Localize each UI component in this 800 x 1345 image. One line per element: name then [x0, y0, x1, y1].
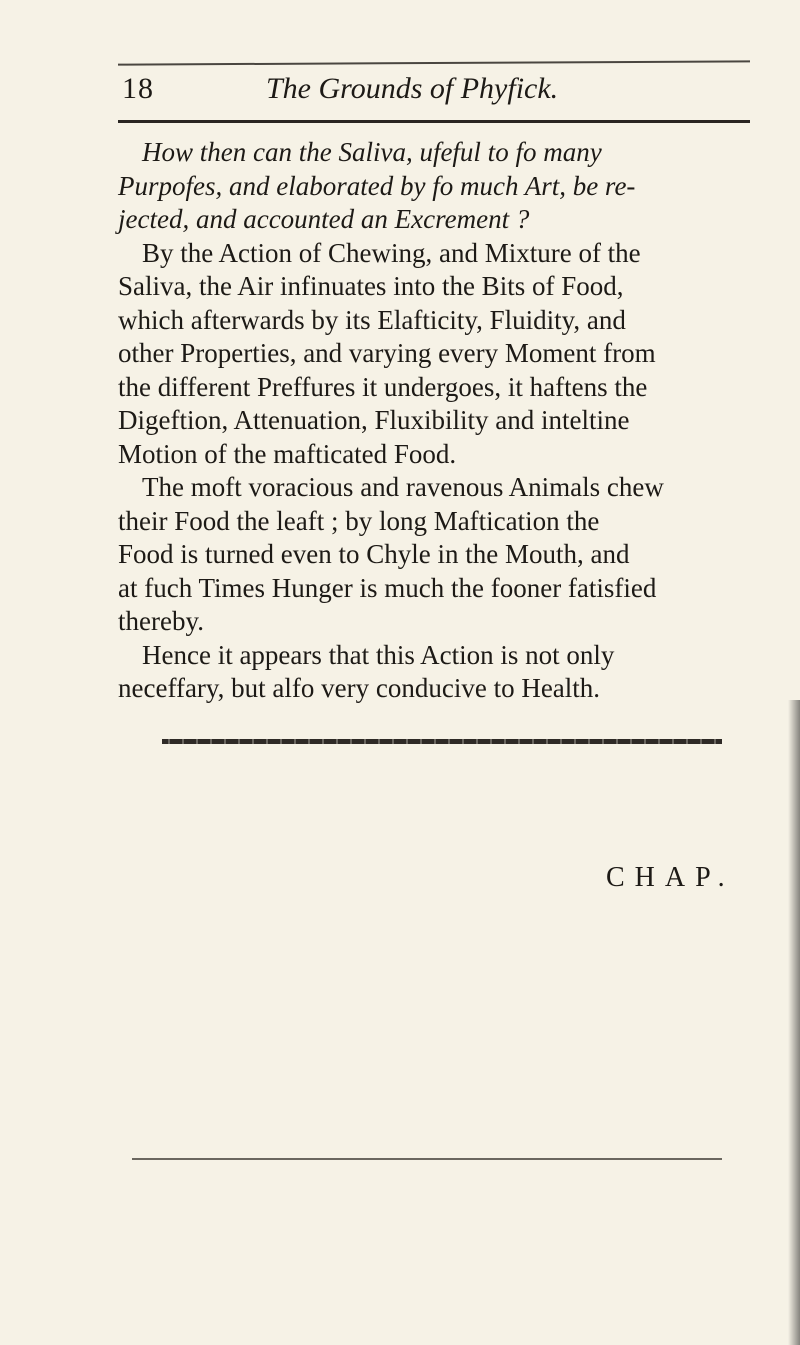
page-number: 18 — [122, 72, 154, 105]
text-line: neceffary, but alfo very conducive to Health. — [118, 673, 601, 703]
paragraph-3 — [118, 639, 758, 706]
text-line: other Properties, and varying every Moment from — [118, 338, 656, 368]
running-title: The Grounds of Phyfick. — [266, 72, 559, 105]
text-line: Hence it appears that this Action is not only — [142, 639, 615, 670]
page-header — [118, 72, 750, 112]
page-edge-shadow — [788, 700, 800, 1345]
text-line: Food is turned even to Chyle in the Mouth, and — [118, 539, 630, 569]
body-text — [118, 136, 758, 706]
text-line: Motion of the mafticated Food. — [118, 438, 457, 469]
paragraph-2 — [118, 471, 758, 639]
text-line: which afterwards by its Elafticity, Fluidity, and — [118, 304, 626, 335]
question-paragraph — [118, 136, 758, 237]
text-line: thereby. — [118, 606, 204, 636]
text-line: Saliva, the Air infinuates into the Bits of Food, — [118, 271, 624, 301]
text-line: The moft voracious and ravenous Animals chew — [142, 472, 664, 502]
text-line: Digeftion, Attenuation, Fluxibility and inteltine — [118, 405, 630, 435]
header-rule — [118, 120, 750, 123]
catchword: CHAP. — [606, 862, 735, 893]
text-line: jected, and accounted an Excrement ? — [118, 204, 530, 234]
paragraph-1 — [118, 237, 758, 472]
text-line: at fuch Times Hunger is much the fooner fatisfied — [118, 572, 657, 603]
ornament-rule — [162, 739, 722, 744]
text-line: How then can the Saliva, ufeful to fo many — [142, 137, 602, 167]
text-line: Purpofes, and elaborated by fo much Art, be re- — [118, 170, 636, 201]
text-line: their Food the leaft ; by long Maftication the — [118, 505, 600, 536]
bottom-rule — [132, 1158, 722, 1160]
top-rule — [118, 60, 750, 65]
text-line: By the Action of Chewing, and Mixture of the — [142, 237, 641, 268]
text-line: the different Preffures it undergoes, it haftens the — [118, 371, 648, 402]
